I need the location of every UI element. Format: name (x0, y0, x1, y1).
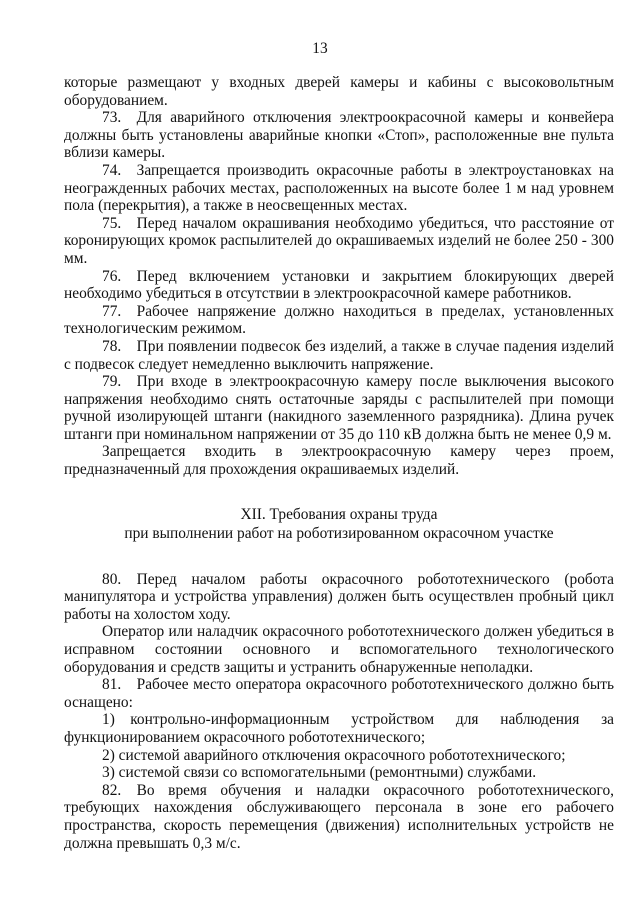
page-number: 13 (312, 40, 328, 57)
paragraph-79: 79. При входе в электроокрасочную камеру после выключения высокого напряжения необходимо снять остаточные заряды с распылителей при помощи ручной изолирующей штанги (накидного заземленного разрядника). Длина ручек штанги при номинальном напряжении от 35 до 110 кВ должна быть не менее 0,9 м. (64, 373, 614, 443)
page-content (64, 74, 614, 852)
section-heading-subtitle: при выполнении работ на роботизированном окрасочном участке (124, 524, 554, 542)
paragraph-operator: Оператор или наладчик окрасочного робототехнического должен убедиться в исправном состоянии основного и вспомогательного технологического оборудования и средств защиты и устранить обнаруженные неполадки. (64, 623, 614, 676)
list-item-3: 3) системой связи со вспомогательными (ремонтными) службами. (102, 764, 537, 782)
paragraph-81: 81. Рабочее место оператора окрасочного робототехнического должно быть оснащено: (64, 676, 614, 711)
list-item-2: 2) системой аварийного отключения окрасочного робототехнического; (102, 746, 566, 764)
list-item-1: 1) контрольно-информационным устройством для наблюдения за функционированием окрасочного робототехнического; (64, 711, 614, 746)
paragraph-74: 74. Запрещается производить окрасочные работы в электроустановках на неогражденных рабочих местах, расположенных на высоте более 1 м над уровнем пола (перекрытия), а также в неосвещенных местах. (64, 161, 614, 215)
paragraph-77: 77. Рабочее напряжение должно находиться в пределах, установленных технологическим режимом. (64, 302, 614, 338)
paragraph-76: 76. Перед включением установки и закрытием блокирующих дверей необходимо убедиться в отсутствии в электроокрасочной камере работников. (64, 267, 614, 303)
paragraph-73: 73. Для аварийного отключения электроокрасочной камеры и конвейера должны быть установлены аварийные кнопки «Стоп», расположенные вне пульта вблизи камеры. (64, 109, 614, 162)
section-heading (64, 505, 614, 543)
paragraph-prohibition: Запрещается входить в электроокрасочную камеру через проем, предназначенный для прохождения окрашиваемых изделий. (64, 443, 614, 479)
paragraph-80: 80. Перед началом работы окрасочного робототехнического (робота манипулятора и устройства управления) должен быть осуществлен пробный цикл работы на холостом ходу. (64, 570, 614, 623)
paragraph-78: 78. При появлении подвесок без изделий, а также в случае падения изделий с подвесок следует немедленно выключить напряжение. (64, 337, 614, 373)
paragraph: которые размещают у входных дверей камеры и кабины с высоковольтным оборудованием. (64, 74, 614, 109)
paragraph-82: 82. Во время обучения и наладки окрасочного робототехнического, требующих нахождения обслуживающего персонала в зоне его рабочего пространства, скорость перемещения (движения) исполнительных устройств не должна превышать 0,3 м/с. (64, 781, 614, 852)
paragraph-75: 75. Перед началом окрашивания необходимо убедиться, что расстояние от коронирующих кромок распылителей до окрашиваемых изделий не более 250 - 300 мм. (64, 214, 614, 267)
section-heading-title: XII. Требования охраны труда (240, 505, 438, 523)
